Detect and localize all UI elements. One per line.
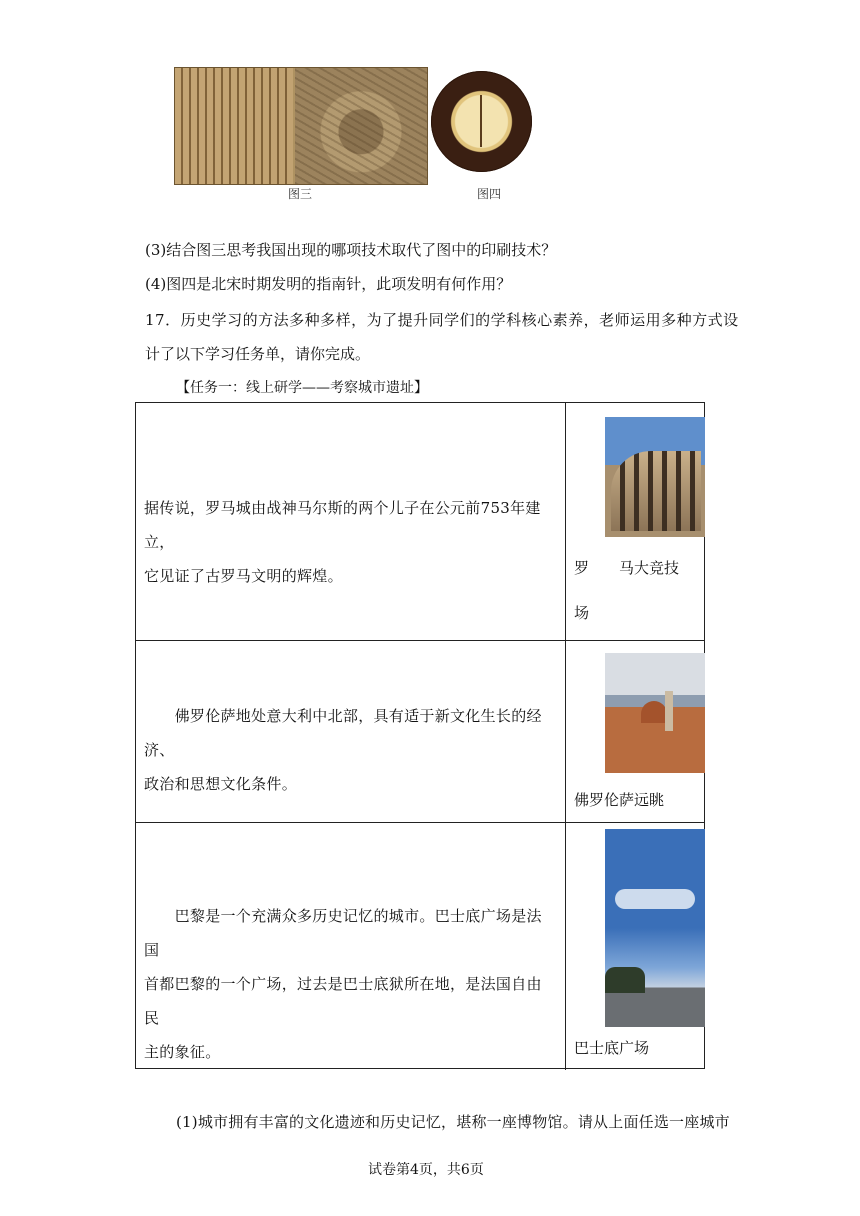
image-cell [566, 641, 704, 822]
description-line: 它见证了古罗马文明的辉煌。 [144, 567, 343, 585]
compass-image [431, 71, 532, 172]
description-line: 佛罗伦萨地处意大利中北部，具有适于新文化生长的经济、 [144, 707, 542, 759]
table-row [136, 641, 704, 823]
colosseum-arches [611, 451, 701, 531]
image-caption-line: 佛罗伦萨远眺 [574, 791, 665, 809]
florence-photo [605, 653, 705, 773]
description-line: 政治和思想文化条件。 [144, 775, 298, 793]
description-cell [136, 823, 566, 1070]
compass-needle [480, 95, 482, 147]
image-cell [566, 403, 704, 640]
image-caption-line: 罗 马大竞技 [574, 559, 680, 577]
bastille-square-photo [605, 829, 705, 1027]
scroll-illustration-section [295, 68, 427, 184]
question-3: (3)结合图三思考我国出现的哪项技术取代了图中的印刷技术？ [145, 241, 557, 259]
trees [605, 967, 645, 993]
image-caption-line: 场 [574, 604, 590, 622]
description-cell [136, 403, 566, 640]
cloud [615, 889, 695, 909]
image-caption-line: 巴士底广场 [574, 1039, 650, 1057]
table-row [136, 823, 704, 1070]
description-line: 首都巴黎的一个广场，过去是巴士底狱所在地，是法国自由民 [144, 975, 542, 1027]
scroll-text-section [175, 68, 293, 184]
sub-question-1: (1)城市拥有丰富的文化遗迹和历史记忆，堪称一座博物馆。请从上面任选一座城市 [176, 1113, 730, 1131]
question-4: (4)图四是北宋时期发明的指南针，此项发明有何作用？ [145, 275, 512, 293]
question-17-line-1: 17．历史学习的方法多种多样，为了提升同学们的学科核心素养，老师运用多种方式设 [145, 311, 739, 329]
question-17-line-2: 计了以下学习任务单，请你完成。 [145, 345, 371, 363]
page-footer: 试卷第4页，共6页 [368, 1162, 484, 1178]
table-row [136, 403, 704, 641]
figure-four-caption: 图四 [477, 187, 502, 201]
description-cell [136, 641, 566, 822]
figure-three-caption: 图三 [288, 187, 313, 201]
description-line: 主的象征。 [144, 1043, 221, 1061]
description-line: 据传说，罗马城由战神马尔斯的两个儿子在公元前753年建立， [144, 499, 541, 551]
colosseum-photo [605, 417, 705, 537]
cathedral-dome [641, 701, 667, 723]
city-sites-table [135, 402, 705, 1069]
bell-tower [665, 691, 673, 731]
description-line: 巴黎是一个充满众多历史记忆的城市。巴士底广场是法国 [144, 907, 542, 959]
sutra-scroll-image [174, 67, 428, 185]
task-title: 【任务一：线上研学——考察城市遗址】 [176, 380, 428, 396]
image-cell [566, 823, 704, 1070]
